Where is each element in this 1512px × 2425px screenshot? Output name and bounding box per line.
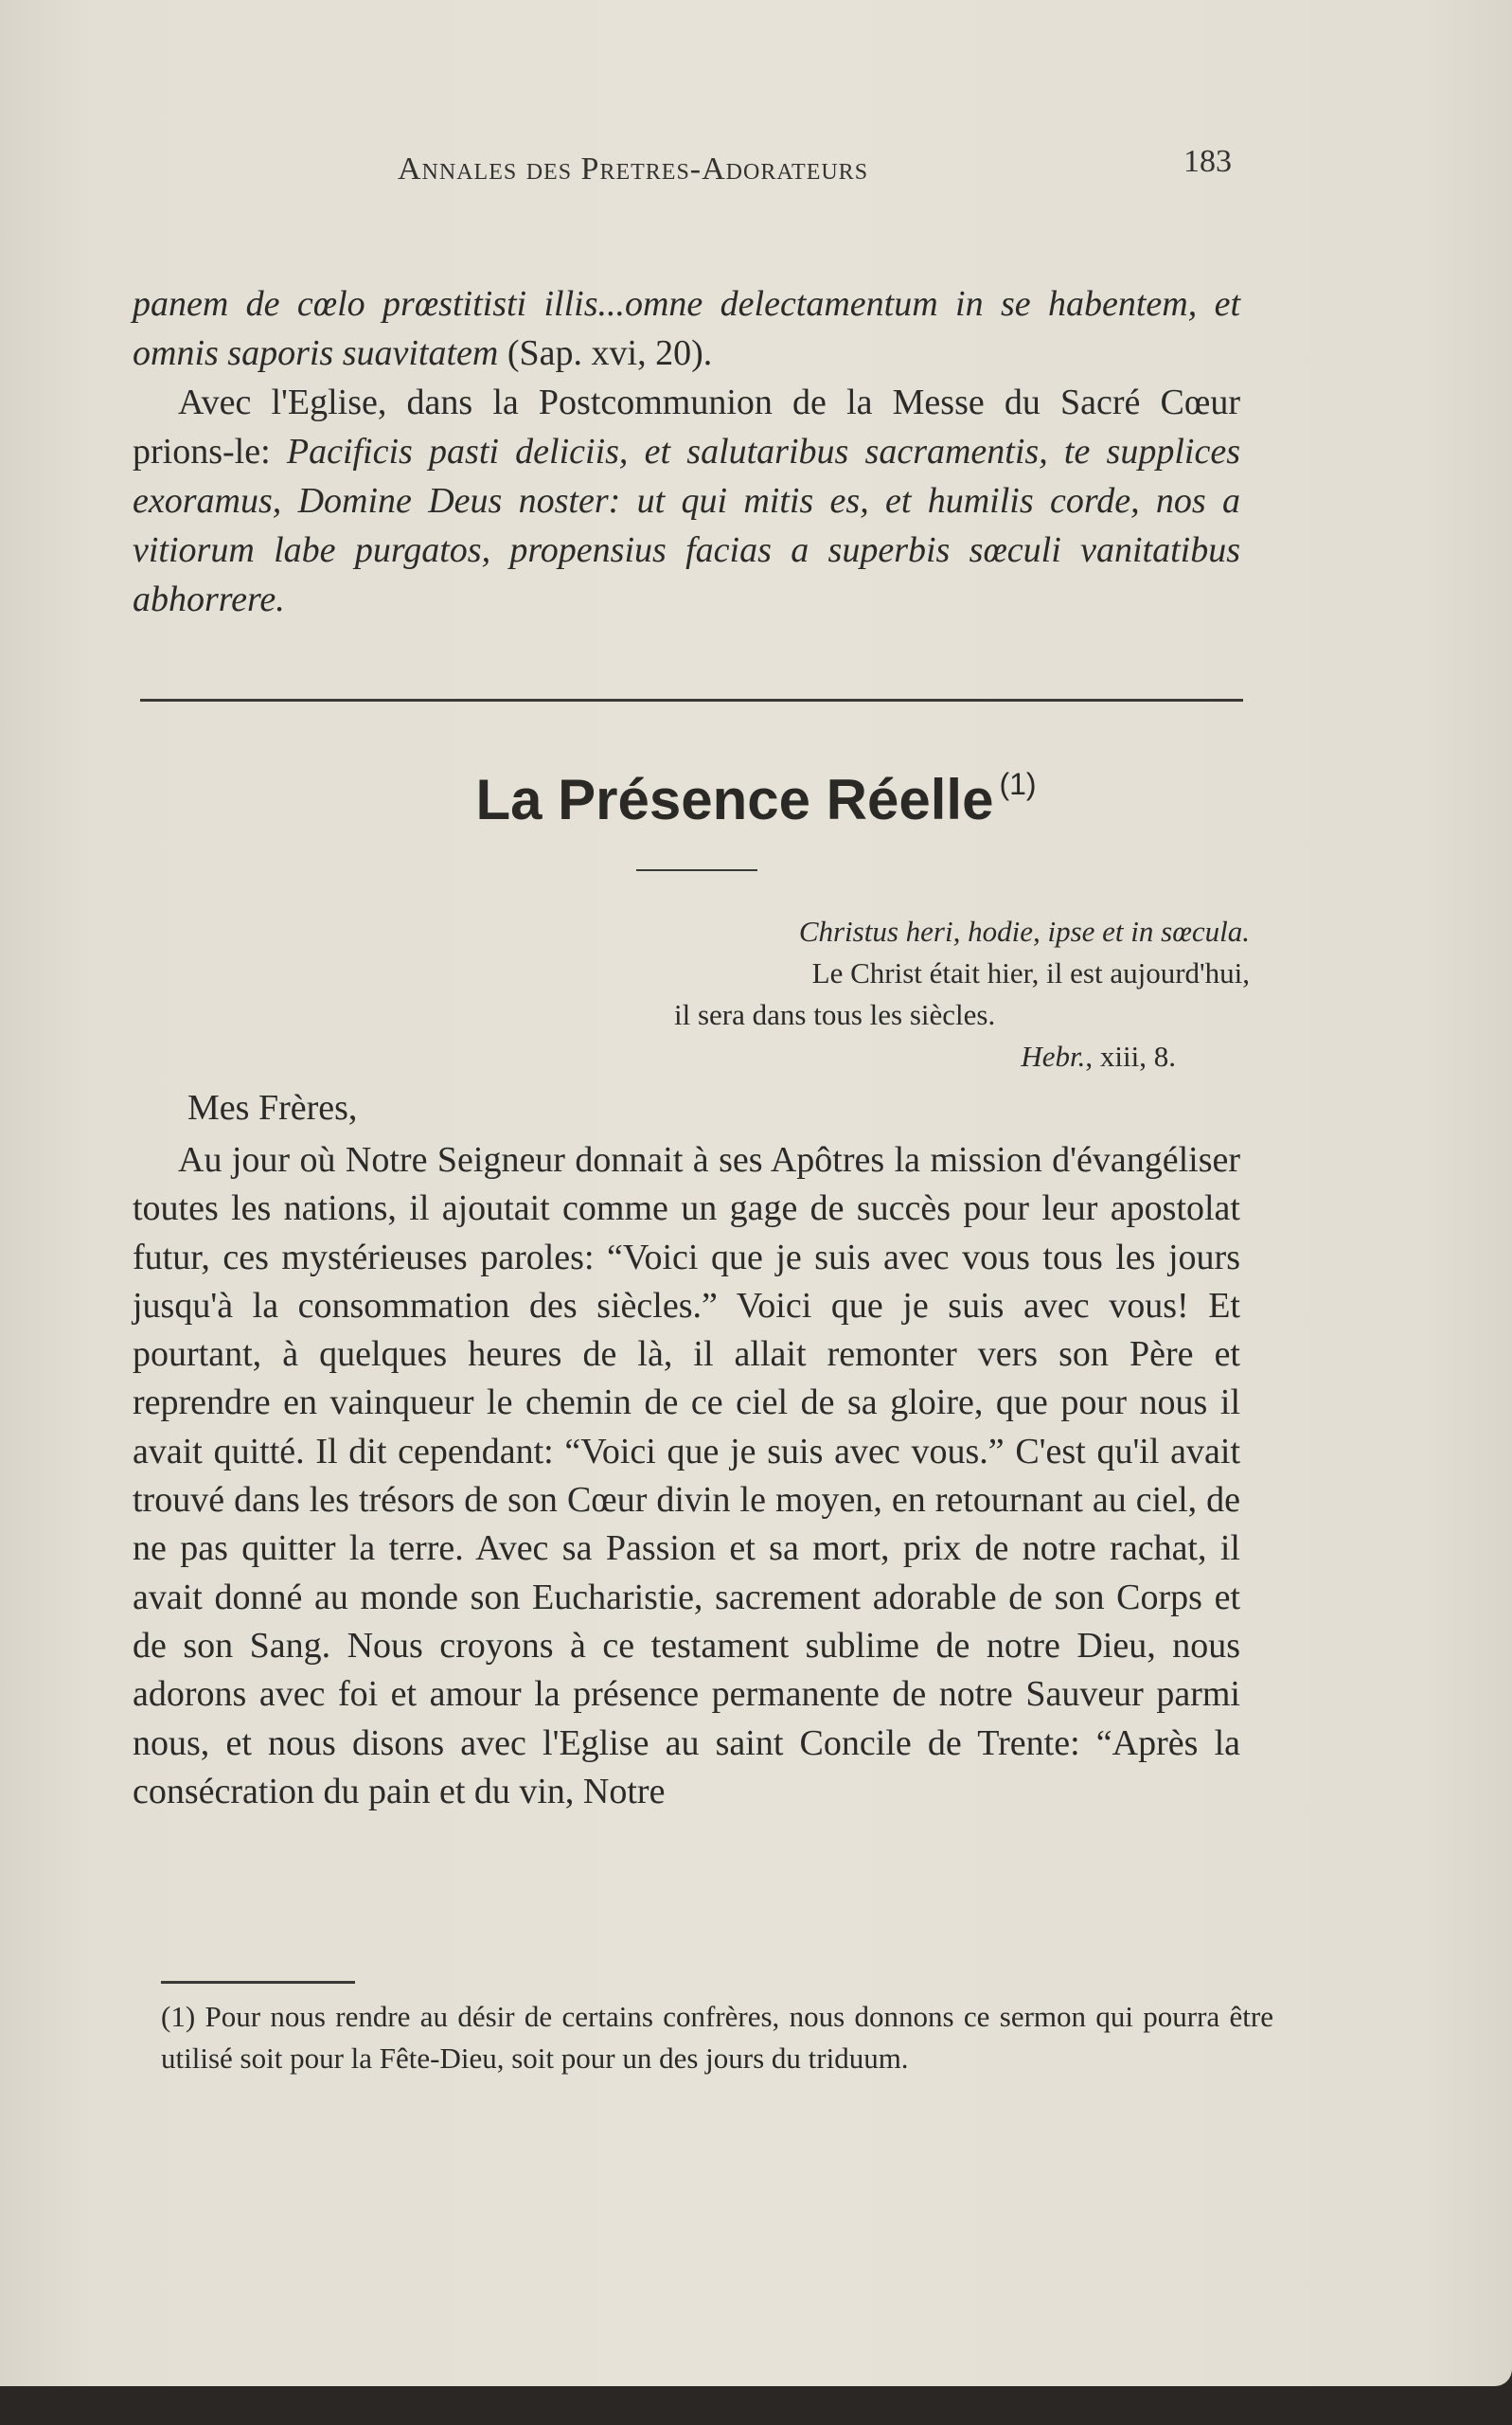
epigraph-ref-verse: , xiii, 8. <box>1085 1040 1176 1073</box>
title-underline <box>636 869 757 871</box>
intro-paragraph-2 <box>133 378 1240 624</box>
intro-latin-quote: panem de cœlo prœstitisti illis...omne delectamentum in se habentem, et omnis saporis suavitatem <box>133 284 1240 373</box>
intro-paragraph-1 <box>133 279 1240 378</box>
intro-p2-text: Avec l'Eglise, dans la Postcommunion de la Messe du Sacré Cœur prions-le: <box>133 383 1240 472</box>
intro-reference: (Sap. xvi, 20). <box>498 333 713 373</box>
sermon-body <box>133 1136 1240 1816</box>
footnote-rule <box>161 1981 355 1984</box>
epigraph-french-line-2: il sera dans tous les siècles. <box>674 998 996 1031</box>
title-footnote-mark: (1) <box>999 767 1037 801</box>
title-text: La Présence Réelle <box>475 768 994 831</box>
intro-p2-latin: Pacificis pasti deliciis, et salutaribus sacramentis, te supplices exoramus, Domine Deus noster: ut qui mitis es, et humilis corde, nos a vitiorum labe purgatos, propensius facias a superbis sœculi vanitatibus abhorrere. <box>133 432 1240 619</box>
epigraph-ref-book: Hebr. <box>1021 1040 1086 1073</box>
footnote: (1) Pour nous rendre au désir de certains confrères, nous donnons ce sermon qui pourra être utilisé soit pour la Fête-Dieu, soit pour un des jours du triduum. <box>161 2000 1273 2075</box>
epigraph-reference <box>663 1036 1250 1078</box>
intro-text <box>133 279 1240 624</box>
epigraph <box>663 911 1250 1078</box>
running-head: Annales des Pretres-Adorateurs <box>398 152 869 187</box>
body-paragraph: Au jour où Notre Seigneur donnait à ses Apôtres la mission d'évangéliser toutes les nations, il ajoutait comme un gage de succès pour leur apostolat futur, ces mystérieuses paroles: “Voici que je suis avec vous tous les jours jusqu'à la consommation des siècles.” Voici que je suis avec vous! Et pourtant, à quelques heures de là, il allait remonter vers son Père et reprendre en vainqueur le chemin de ce ciel de sa gloire, que pour nous il avait quitté. Il dit cependant: “Voici que je suis avec vous.” C'est qu'il avait trouvé dans les trésors de son Cœur divin le moyen, en retournant au ciel, de ne pas quitter la terre. Avec sa Passion et sa mort, prix de notre rachat, il avait donné au monde son Eucharistie, sacrement adorable de son Corps et de son Sang. Nous croyons à ce testament sublime de notre Dieu, nous adorons avec foi et amour la présence permanente de notre Sauveur parmi nous, et nous disons avec l'Eglise au saint Concile de Trente: “Après la consécration du pain et du vin, Notre <box>133 1140 1240 1811</box>
page-number: 183 <box>1183 144 1232 179</box>
page-header <box>398 144 1250 199</box>
epigraph-french-line-1: Le Christ était hier, il est aujourd'hui, <box>811 956 1250 990</box>
salutation: Mes Frères, <box>187 1088 358 1128</box>
section-title <box>0 767 1512 832</box>
epigraph-latin: Christus heri, hodie, ipse et in sœcula. <box>798 915 1250 948</box>
section-divider <box>140 699 1243 702</box>
